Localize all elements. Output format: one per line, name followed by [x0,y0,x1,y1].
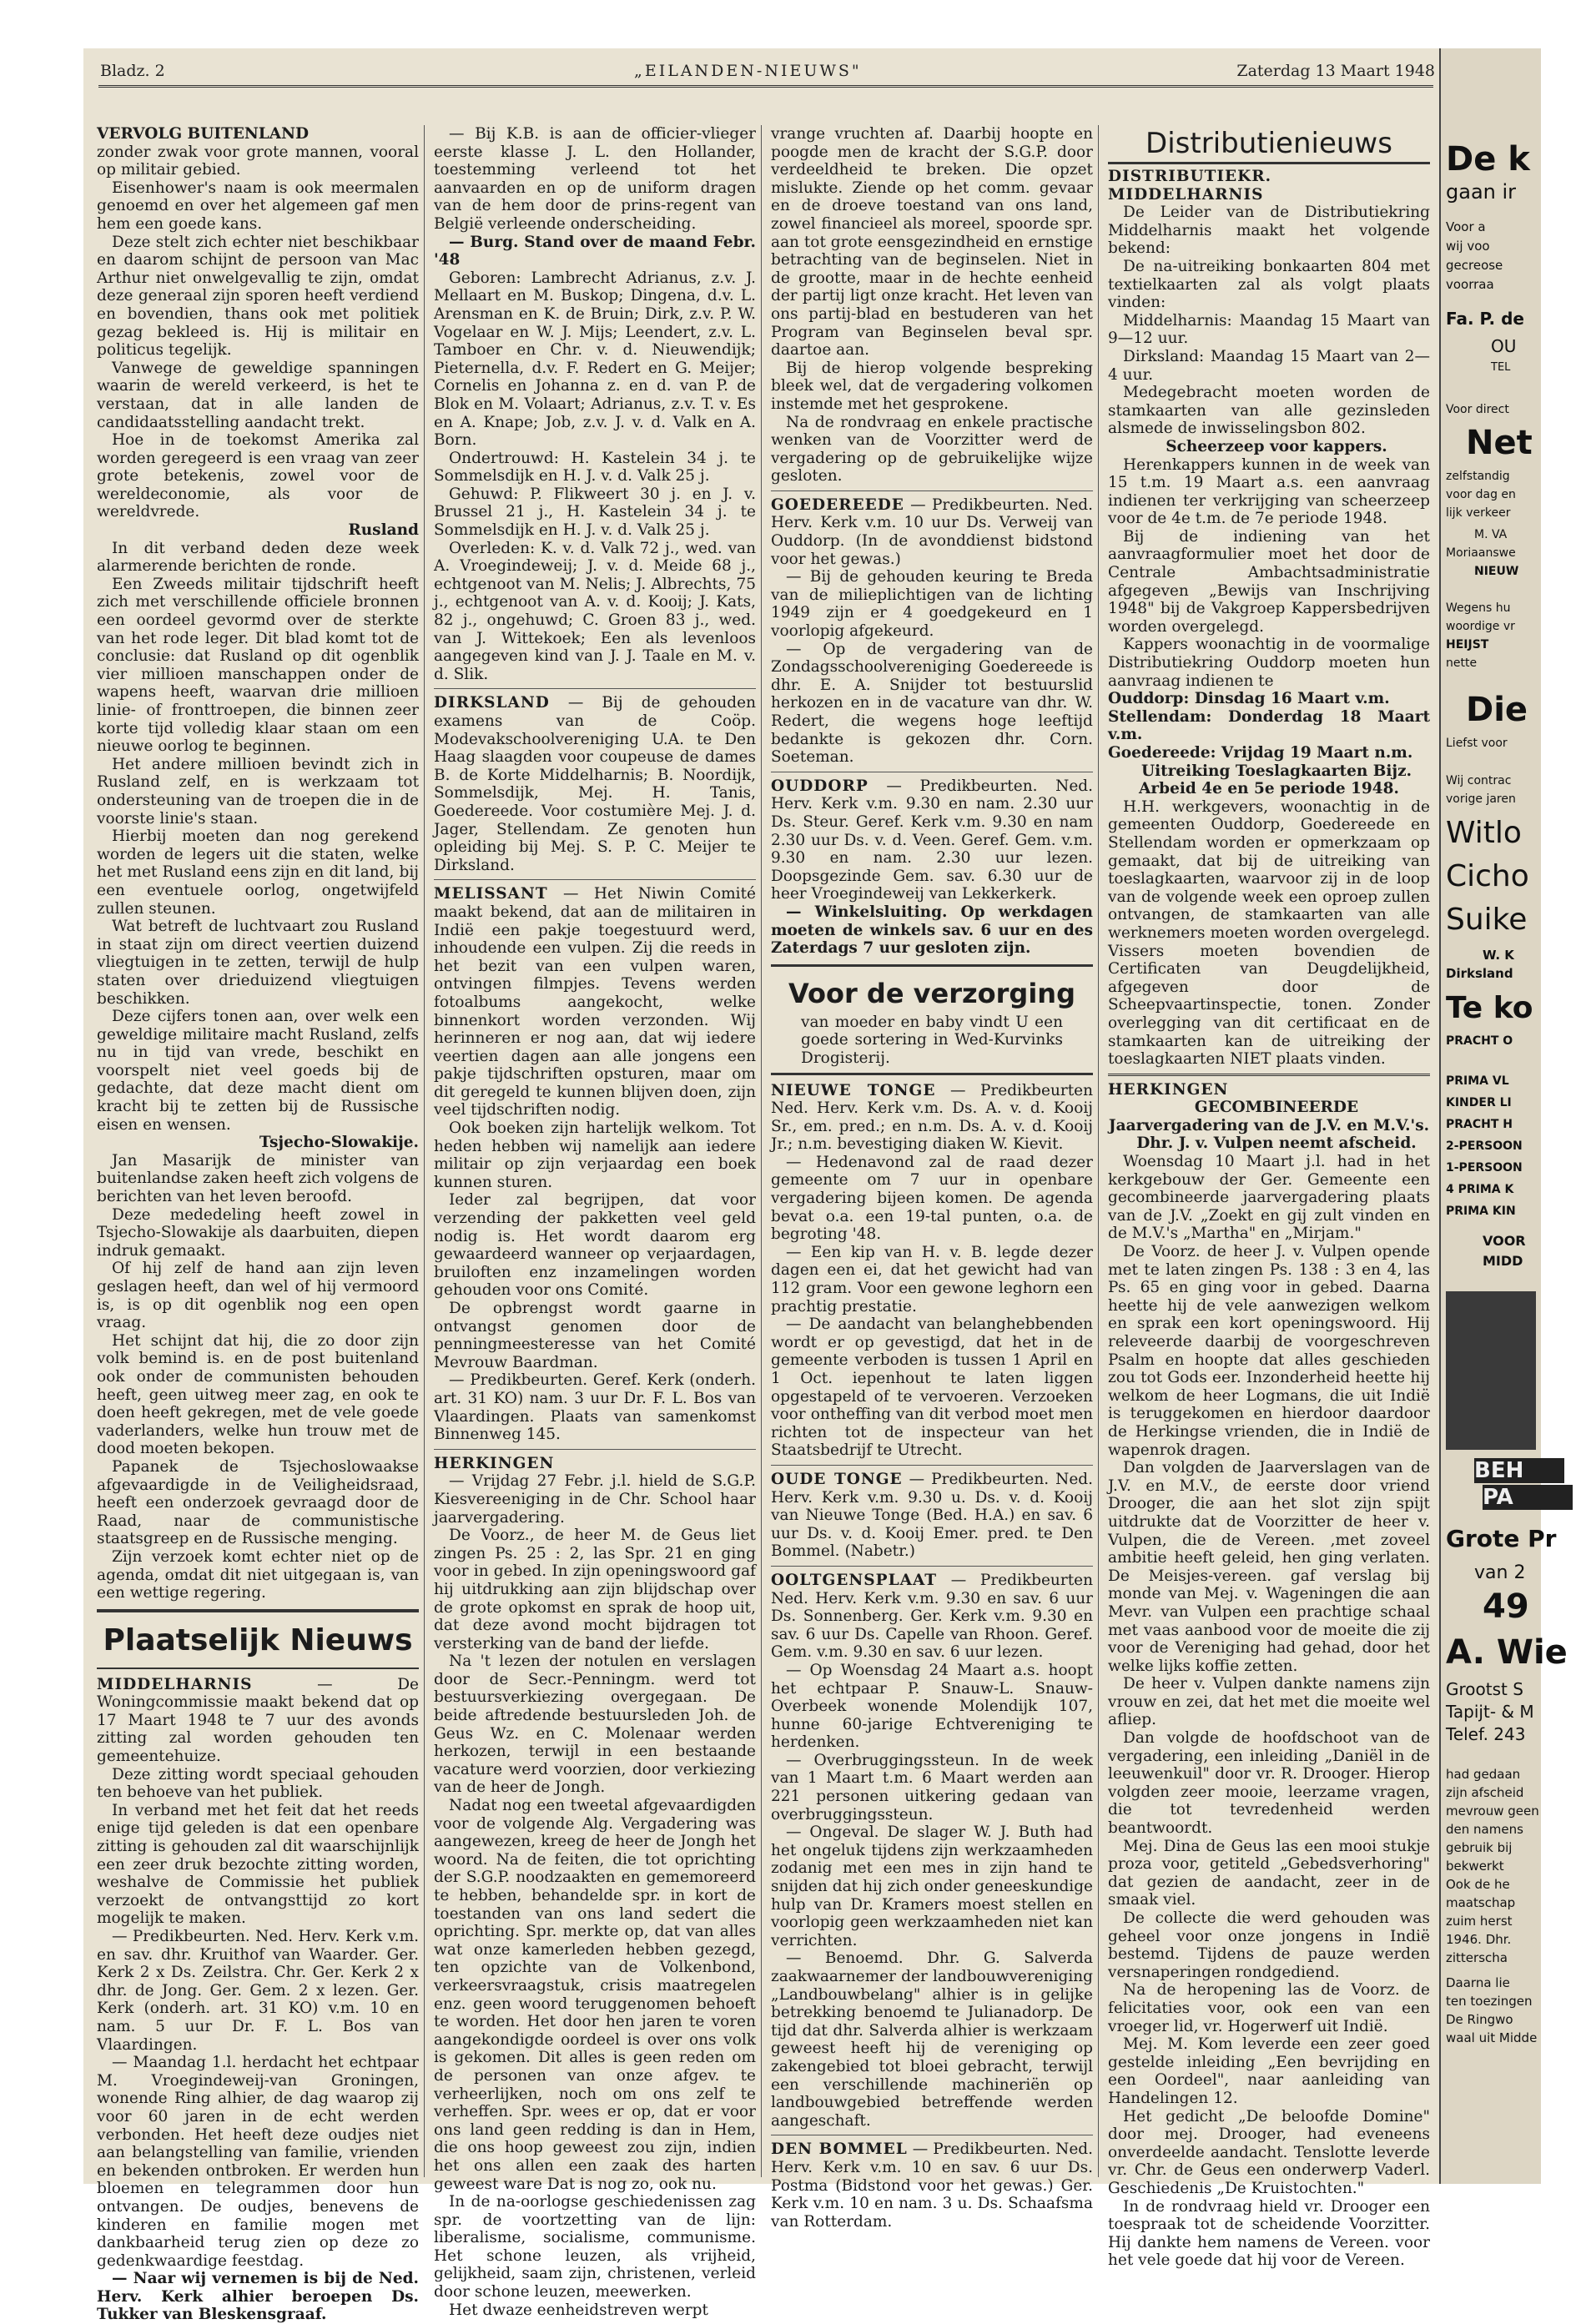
ad-fragment: zitterscha [1446,1950,1508,1965]
paragraph: In dit verband deden deze week alarmerende berichten de ronde. [97,539,419,576]
paragraph: Herenkappers kunnen in de week van 15 t.m. 19 Maart a.s. een aanvraag indienen ter verkrijging van scheerzeep voor de 4e t.m. de 7e periode 1948. [1108,455,1430,528]
paragraph: Het andere millioen bevindt zich in Rusland zelf, en is werkzaam tot ondersteuning van de troepen die in de voorste linie's staan. [97,755,419,827]
ad-fragment: Grootst S [1446,1679,1523,1699]
paragraph: Jan Masarijk de minister van buitenlandse zaken heeft zich volgens de berichten van het leven beroofd. [97,1151,419,1206]
paragraph: — Een kip van H. v. B. legde dezer dagen een ei, dat het gewicht had van 112 gram. Voor een gewone leghorn een prachtig prestatie. [771,1243,1093,1315]
paragraph: Deze zitting wordt speciaal gehouden ten behoeve van het publiek. [97,1765,419,1802]
paragraph: Deze mededeling heeft zowel in Tsjecho-Slowakije als daarbuiten, diepen indruk gemaakt. [97,1205,419,1260]
ad-fragment: De k [1446,140,1530,179]
divider [771,1465,1093,1466]
ad-fragment: gecreose [1446,258,1503,273]
subheading: Uitreiking Toeslagkaarten Bijz. Arbeid 4e en 5e periode 1948. [1139,762,1412,798]
ad-fragment: zelfstandig [1446,470,1510,483]
paragraph: — Naar wij vernemen is bij de Ned. Herv. Kerk alhier beroepen Ds. Tukker van Bleskensgraaf. [97,2270,419,2324]
paragraph: De na-uitreiking bonkaarten 804 met textielkaarten zal als volgt plaats vinden: [1108,257,1430,312]
place-heading: HERKINGEN [434,1454,555,1472]
paragraph: — Ongeval. De slager W. J. Buth had het ongeluk tijdens zijn werkzaamheden zodanig met een mes in zijn hand te snijden dat hij zich onder geneeskundige hulp van Dr. Kramers moest stellen en voorlopig geen werkzaamheden niet kan verrichten. [771,1823,1093,1949]
adjacent-page-edge [1439,48,1568,2184]
ad-fragment: Ook de he [1446,1877,1510,1892]
ad-fragment: De Ringwo [1446,2012,1513,2027]
ad-fragment: waal uit Midde [1446,2030,1538,2045]
ad-fragment: van 2 [1474,1562,1526,1583]
paragraph: — Overbruggingssteun. In de week van 1 Maart t.m. 6 Maart werden aan 221 personen uitkering gedaan van overbruggingssteun. [771,1751,1093,1823]
ad-fragment: MIDD [1483,1253,1523,1269]
paragraph: — Predikbeurten. Ned. Herv. Kerk v.m. 10 en sav. 6 uur Ds. Postma (Bidstond voor het gewas.) Ger. Kerk v.m. 10 en nam. 3 u. Ds. Schaafsma van Rotterdam. [771,2140,1094,2231]
column-rule-2 [761,125,762,2177]
paragraph: — Benoemd. Dhr. G. Salverda zaakwaarnemer der landbouwvereniging „Landbouwbelang" alhier is in gelijke betrekking benoemd te Julianadorp. De tijd dat dhr. Salverda alhier is werkzaam geweest heeft hij de vereniging op zakengebied tot bloei gebracht, terwijl een verschillende machineriën op landbouwgebied betreffende werden aangeschaft. [771,1949,1093,2130]
paragraph: De opbrengst wordt gaarne in ontvangst genomen door de penningmeesteresse van het Comité Mevrouw Baardman. [434,1300,756,1371]
paragraph: — Predikbeurten Ned. Herv. Kerk v.m. Ds. A. v. d. Kooij Sr., em. pred.; en n.m. Ds. A. v. d. Kooij Jr.; n.m. bevestiging diaken W. Kievit. [771,1081,1094,1154]
ad-fragment: VOOR [1483,1233,1526,1249]
ad-fragment: 1946. Dhr. [1446,1932,1512,1947]
ad-fragment: Wij contrac [1446,774,1512,787]
divider [771,490,1093,491]
paragraph: — De Woningcommissie maakt bekend dat op 17 Maart 1948 te 7 uur des avonds zitting zal worden gehouden ten gemeentehuize. [97,1675,419,1766]
paragraph: Gehuwd: P. Flikweert 30 j. en J. v. Brussel 21 j., H. Kastelein 34 j. te Sommelsdijk en H. J. v. d. Valk 25 j. [434,485,756,540]
paragraph: Het schijnt dat hij, die zo door zijn volk bemind is. en de post buitenland ook onder de communisten behouden heeft, geen uitweg meer zag, en ook te doen heeft gekregen, met de vele goede vaderlanders, welke hun trouw met de dood moeten bekopen. [97,1331,419,1458]
paragraph: Papanek de Tsjechoslowaakse afgevaardigde in de Veiligheidsraad, heeft een onderzoek gevraagd door de Raad, naar de communistische staatsgreep en de Russische menging. [97,1457,419,1548]
paragraph: — Predikbeurten. Ned. Herv. Kerk v.m. 9.30 u. Ds. v. d. Kooij van Nieuwe Tonge (Bed. H.A.) en sav. 6 uur Ds. v. d. Kooij Emer. pred. te Den Bommel. (Nabetr.) [771,1470,1093,1561]
ad-fragment: W. K [1483,948,1514,963]
paragraph: Geboren: Lambrecht Adrianus, z.v. J. Mellaart en M. Buskop; Dingena, d.v. L. Arensman en K. de Bruin; Dirk, z.v. P. W. Vogelaar en W. J. Mijs; Leendert, z.v. L. Tamboer en Chr. v. d. Nieuwendijk; Pieternella, d.v. F. Redert en G. Meijer; Cornelis en Johanna z. en d. van P. de Blok en M. Volaart; Adrianus, z.v. T. v. Es en A. Knape; Job, z.v. J. v. d. Valk en A. Born. [434,269,756,450]
ad-fragment: Liefst voor [1446,737,1508,750]
ad-fragment: Die [1466,691,1528,729]
section-heading: VERVOLG BUITENLAND [97,125,310,143]
paragraph: — Winkelsluiting. Op werkdagen moeten de winkels sav. 6 uur en des Zaterdags 7 uur gesloten zijn. [771,903,1093,958]
column-2 [434,125,756,2319]
column-rule-1 [424,125,425,2177]
ad-fragment: Cicho [1446,859,1529,893]
paragraph: — Predikbeurten Ned. Herv. Kerk v.m. 9.30 en sav. 6 uur Ds. Sonnenberg. Ger. Kerk v.m. 9.30 en sav. 6 uur Ds. Capelle van Rhoon. Geref. Gem. v.m. 9.30 en sav. 6 uur lezen. [771,1571,1093,1662]
ad-fragment: 49 [1483,1587,1529,1626]
ad-fragment: den namens [1446,1822,1523,1837]
ad-fragment: ten toezingen [1446,1994,1533,2009]
paragraph: Ondertrouwd: H. Kastelein 34 j. te Sommelsdijk en H. J. v. d. Valk 25 j. [434,449,756,485]
subheading: Rusland [348,521,419,540]
place-heading: NIEUWE TONGE [771,1081,936,1099]
subheading: Dhr. J. v. Vulpen neemt afscheid. [1136,1134,1417,1153]
paragraph: Zijn verzoek komt echter niet op de agenda, omdat dit niet uitgegaan is, van een wettige regering. [97,1547,419,1602]
place-heading: DIRKSLAND [434,694,550,712]
paragraph: Dan volgde de hoofdschoot van de vergadering, een inleiding „Daniël in de leeuwenkuil" door vr. R. Drooger. Hierop volgden zeer mooie, leerzame vragen, die tot tevredenheid werden beantwoordt. [1108,1729,1430,1838]
paragraph: Na 't lezen der notulen en verslagen door de Secr.-Penningm. werd tot bestuursverkiezing overgegaan. De beide aftredende bestuursleden Joh. de Geus Wz. en C. Molenaar werden herkozen, terwijl in een bestaande vacature werd voorzien, door verkiezing van de heer de Jongh. [434,1652,756,1797]
subheading: Tsjecho-Slowakije. [259,1134,419,1152]
ad-fragment: Telef. 243 [1446,1724,1526,1744]
paragraph: Vanwege de geweldige spanningen waarin de wereld verkeerd, is het te verstaan, dat in alle landen de candidaatsstelling aandacht trekt. [97,359,419,431]
paragraph: Ook boeken zijn hartelijk welkom. Tot heden hebben wij namelijk aan iedere militair op zijn verjaardag een boek kunnen sturen. [434,1119,756,1191]
ad-fragment: woordige vr [1446,620,1515,633]
ad-fragment: zijn afscheid [1446,1785,1524,1800]
page-date: Zaterdag 13 Maart 1948 [1236,62,1435,80]
ad-fragment: mevrouw geen [1446,1803,1539,1818]
ad-fragment: Voor a [1446,219,1486,234]
ad-fragment: maatschap [1446,1895,1516,1910]
paragraph: Na de rondvraag en enkele practische wenken van de Voorzitter werd de vergadering op de gebruikelijke wijze gesloten. [771,413,1093,485]
divider [1108,1074,1430,1076]
column-4 [1108,125,1430,2270]
ad-fragment: Te ko [1446,991,1533,1025]
paragraph: Ouddorp: Dinsdag 16 Maart v.m. [1108,690,1390,708]
paragraph: Het gedicht „De beloofde Domine" door mej. Drooger, had eveneens onverdeelde aandacht. Tenslotte leverde vr. Chr. de Geus een onderwerp Vaderl. Geschiedenis „De Kruistochten." [1108,2107,1430,2197]
place-heading: MIDDELHARNIS [97,1675,253,1693]
paragraph: — Het Niwin Comité maakt bekend, dat aan de militairen in Indië een pakje toegestuurd werd, inhoudende een vulpen. Zij die reeds in het bezit van een vulpen waren, ontvingen filmpjes. Tevens werden fotoalbums aangekocht, welke binnenkort worden verzonden. Wij herinneren er nog aan, dat wij iedere veertien dagen aan alle jongens een pakje tijdschriften opsturen, maar om dit geregeld te kunnen blijven doen, zijn veel tijdschriften nodig. [434,885,756,1119]
paragraph: In de na-oorlogse geschiedenissen zag spr. de voortzetting van de lijn: liberalisme, socialisme, communisme. Het schone leuzen, als vrijheid, gelijkheid, saam zijn, christenen, verleid door schone leuzen, meewerken. [434,2193,756,2301]
place-heading: OUDDORP [771,777,869,795]
paragraph: Dan volgden de Jaarverslagen van de J.V. en M.V., de eerste door vriend Drooger, die aan het slot zijn spijt uitdrukte dat de Voorzitter de heer v. Vulpen, die de Vereen. ,met zoveel ambitie heeft geleid, hen ging verlaten. De Meisjes-vereen. gaf verslag bij monde van Mej. v. Wageningen die aan Mevr. van Vulpen een prachtige schaal met vaas aanbood voor de moeite die zij voor de Vereniging had gehad, door het welke lijks koffie zetten. [1108,1459,1430,1675]
divider [434,879,756,880]
paragraph: zonder zwak voor grote mannen, vooral op militair gebied. [97,143,419,179]
paragraph: — Predikbeurten. Geref. Kerk (onderh. art. 31 KO) nam. 3 uur Dr. F. L. Bos van Vlaardingen. Plaats van samenkomst Binnenweg 145. [434,1371,756,1444]
paragraph: — Bij de gehouden keuring te Breda van de milieplichtigen van de lichting 1949 zijn er 4 goedgekeurd en 1 voorlopig afgekeurd. [771,568,1093,641]
section-banner-title: Plaatselijk Nieuws [103,1622,413,1657]
paragraph: Goedereede: Vrijdag 19 Maart n.m. [1108,744,1413,762]
section-banner [97,1609,419,1669]
ad-fragment: voor dag en [1446,488,1516,501]
advertisement [771,964,1093,1075]
ad-fragment: Fa. P. de [1446,309,1524,329]
paragraph: — Predikbeurten. Ned. Herv. Kerk v.m. 9.30 en nam. 2.30 uur Ds. Steur. Geref. Kerk v.m. 9.30 en nam 2.30 uur Ds. v. d. Veen. Geref. Gem. v.m. 9.30 en nam. 2.30 uur lezen. Doopsgezinde Gem. sav. 6.30 uur de heer Vroegindeweij van Lekkerkerk. [771,777,1093,903]
ad-fragment: PA [1483,1485,1573,1510]
place-heading: GOEDEREEDE [771,495,904,514]
ad-fragment: NIEUW [1474,565,1519,578]
paragraph: De Voorz., de heer M. de Geus liet zingen Ps. 25 : 2, las Spr. 21 en ging voor in gebed. In zijn openingswoord gaf hij uitdrukking aan zijn blijdschap over de grote opkomst en sprak de hoop uit, dat deze avond mocht bijdragen tot versterking van de band der liefde. [434,1527,756,1652]
paragraph: — Hedenavond zal de raad dezer gemeente om 7 uur in openbare vergadering bijeen komen. De agenda bevat o.a. een 19-tal punten, o.a. de begroting '48. [771,1153,1093,1244]
ad-fragment: Wegens hu [1446,601,1511,615]
ad-fragment: TEL [1491,361,1511,374]
paragraph: De collecte die werd gehouden was geheel voor onze jongens in Indië bestemd. Tijdens de pauze werden versnaperingen rondgediend. [1108,1909,1430,1981]
ad-fragment: M. VA [1474,528,1508,541]
ad-fragment: BEH [1474,1458,1564,1483]
place-heading: HERKINGEN [1108,1080,1229,1099]
ad-fragment: had gedaan [1446,1767,1521,1782]
section-title: Distributienieuws [1108,125,1430,164]
ad-fragment: wij voo [1446,239,1490,254]
paragraph: — Predikbeurten. Ned. Herv. Kerk v.m. 10 uur Ds. Verweij van Ouddorp. (In de avonddienst bidstond voor het gewas.) [771,495,1093,568]
paragraph: Eisenhower's naam is ook meermalen genoemd en over het algemeen gaf men hem een goede kans. [97,179,419,233]
paragraph: Deze cijfers tonen aan, over welk een geweldige militaire macht Rusland, zelfs nu in tijd van vrede, beschikt en voorspelt niet veel goeds bij de gedachte, dat deze macht dient om kracht bij te zetten bij de Russische eisen en wensen. [97,1008,419,1134]
ad-fragment: nette [1446,656,1478,670]
column-1 [97,125,419,2324]
ad-fragment: OU [1491,336,1517,356]
advertisement-text: van moeder en baby vindt U een goede sortering in Wed-Kurvinks Drogisterij. [801,1013,1063,1067]
place-heading: OUDE TONGE [771,1470,903,1488]
paragraph: De Voorz. de heer J. v. Vulpen opende met te laten zingen Ps. 138 : 3 en 4, las Ps. 65 en ging voor in gebed. Daarna heette hij de vele aanwezigen welkom en sprak een kort openingswoord. Hij releveerde daarbij de voorgeschreven Psalm en hoopte dat alles geschieden zou tot Gods eer. Inzonderheid heette hij welkom de heer Logmans, die uit Indië is teruggekomen en hierdoor daardoor de Herkingse vrienden, die in Indië de wapenrok dragen. [1108,1243,1430,1459]
paragraph: Ieder zal begrijpen, dat voor verzending der pakketten veel geld nodig is. Het wordt daarom erg gewaardeerd wanneer op verjaardagen, bruiloften enz inzamelingen worden gehouden voor ons Comité. [434,1191,756,1300]
ad-fragment: zuim herst [1446,1914,1513,1929]
ad-fragment: bekwerkt [1446,1859,1504,1874]
ad-fragment: PRIMA KIN [1446,1205,1516,1218]
paragraph: Kappers woonachtig in de voormalige Distributiekring Ouddorp moeten hun aanvraag indienen te [1108,636,1430,690]
ad-fragment: PRIMA VL [1446,1074,1509,1088]
paragraph: Een Zweeds militair tijdschrift heeft zich met verschillende officiele bronnen een oordeel gevormd over de sterkte van het rode leger. Dit blad komt tot de conclusie: dat Rusland op dit ogenblik vier millioen manschappen onder de wapens heeft, waarvan drie millioen linie- of fronttroepen, die binnen zeer korte tijd volledig klaar staan om een nieuwe oorlog te beginnen. [97,575,419,756]
paragraph: Dirksland: Maandag 15 Maart van 2—4 uur. [1108,347,1430,384]
paragraph: Hoe in de toekomst Amerika zal worden geregeerd is een vraag van zeer grote betekenis, zowel voor de wereldeconomie, als voor de wereldvrede. [97,431,419,521]
ad-fragment: Witlo [1446,816,1522,850]
column-rule-3 [1098,125,1099,2177]
newspaper-page [83,48,1439,2324]
paragraph: Wat betreft de luchtvaart zou Rusland in staat zijn om direct veertien duizend vliegtuigen in te zetten, terwijl de hulp staten over drieduizend vliegtuigen beschikken. [97,918,419,1008]
ad-fragment: Grote Pr [1446,1525,1557,1552]
ad-fragment: 1-PERSOON [1446,1161,1523,1175]
ad-fragment: PRACHT O [1446,1034,1513,1048]
ad-fragment: Net [1466,424,1533,462]
paragraph: Hierbij moeten dan nog gerekend worden de legers uit die staten, welke het met Rusland eens zijn en dit land, bij een eventuele oorlog, ongetwijfeld zullen steunen. [97,827,419,918]
ad-fragment: vorige jaren [1446,792,1516,806]
paragraph: Stellendam: Donderdag 18 Maart v.m. [1108,707,1430,744]
ad-fragment: KINDER LI [1446,1096,1512,1109]
header-rule [98,85,1433,88]
paragraph: — Predikbeurten. Ned. Herv. Kerk v.m. en sav. dhr. Kruithof van Waarder. Ger. Kerk 2 x Ds. Zeilstra. Chr. Ger. Kerk 2 x dhr. de Jong. Ger. Gem. 2 x lezen. Ger. Kerk (onderh. art. 31 KO) v.m. 10 en nam. 5 uur Dr. F. L. Bos van Vlaardingen. [97,1928,419,2054]
page-header [100,58,1435,83]
ad-fragment: gebruik bij [1446,1840,1513,1855]
paragraph: Overleden: K. v. d. Valk 72 j., wed. van A. Vroegindeweij; J. v. d. Meide 68 j., echtgenoot van M. Nelis; J. Albrechts, 75 j., echtgenoot van A. v. d. Kooij; J. Kats, 82 j., ongehuwd; C. Groen 83 j., wed. van J. Wittekoek; Een als levenloos aangegeven kind van J. J. Taale en M. v. d. Slik. [434,539,756,683]
paragraph: Bij de hierop volgende bespreking bleek wel, dat de vergadering volkomen instemde met het gesprokene. [771,359,1093,413]
paragraph: — Op de vergadering van de Zondagsschoolvereniging Goedereede is dhr. E. A. Snijder tot bestuurslid herkozen en in de vacature van dhr. W. Redert, die wegens hoge leeftijd bedankte is gekozen dhr. Corn. Soeteman. [771,640,1093,767]
ad-fragment: Daarna lie [1446,1975,1510,1990]
column-3 [771,125,1094,2231]
ad-fragment: A. Wie [1446,1633,1568,1672]
paragraph: Het dwaze eenheidstreven werpt [449,2301,708,2319]
ad-fragment: PRACHT H [1446,1118,1513,1131]
subheading: Scheerzeep voor kappers. [1166,437,1387,455]
paragraph: Deze stelt zich echter niet beschikbaar en daarom schijnt de persoon van Mac Arthur niet onwelgevallig te zijn, omdat deze generaal zijn sporen heeft verdiend en bovendien, thans ook met politiek gezag bekleed is. Hij is militair en politicus tegelijk. [97,233,419,360]
paragraph: Nadat nog een tweetal afgevaardigden voor de volgende Alg. Vergadering was aangewezen, kreeg de heer de Jongh het woord. Na de feiten, die tot oprichting der S.G.P. noodzaakten en gememoreerd te hebben, behandelde spr. in kort de toestanden van ons land sedert die oprichting. Spr. merkte op, dat van alles wat onze kamerleden hebben gezegd, ten opzichte van de Volkenbond, verkeersvraagstuk, crisis maatregelen enz. geen woord teruggenomen behoeft te worden. Het door hen jaren te voren aangekondigde oordeel is over ons volk is gekomen. Dit alles is geen reden om de personen van onze afgev. te verheerlijken, noch om ons zelf te verheffen. Spr. wees er op, dat er voor ons land geen redding is dan in Hem, die ons hoop geweest zou zijn, indien het ons allen een zaak des harten geweest ware Dat is nog zo, ook nu. [434,1797,756,2193]
page-number: Bladz. 2 [100,62,165,80]
ad-fragment: 2-PERSOON [1446,1139,1523,1153]
paragraph: Na de heropening las de Voorz. de felicitaties voor, ook een van een vroeger lid, vr. Hogerwerf uit Indië. [1108,1981,1430,2035]
ad-fragment: Voor direct [1446,403,1509,416]
paragraph: In de rondvraag hield vr. Drooger een toespraak tot de scheidende Voorzitter. Hij dankte hem namens de Vereen. voor het vele goede dat hij voor de Vereen. [1108,2197,1430,2270]
ad-fragment: Dirksland [1446,966,1513,981]
ad-fragment: voorraa [1446,277,1494,292]
paragraph: — De aandacht van belanghebbenden wordt er op gevestigd, dat het in de gemeente verboden is tussen 1 April en 1 Oct. iepenhout te laten liggen opgestapeld of te vervoeren. Verzoeken voor ontheffing van dit verbod moet men richten tot de inspecteur van het Staatsbedrijf te Utrecht. [771,1315,1093,1460]
place-heading: DEN BOMMEL [771,2140,908,2159]
paragraph: In verband met het feit dat het reeds enige tijd geleden is dat een openbare zitting is gehouden zal dit waarschijnlijk een zeer druk bezochte zitting worden, weshalve de Commissie het publiek verzoekt de ontvangsttijd zo kort mogelijk te maken. [97,1801,419,1928]
ad-fragment: Suike [1446,903,1528,937]
paragraph: H.H. werkgevers, woonachtig in de gemeenten Ouddorp, Goedereede en Stellendam worden er opmerkzaam op gemaakt, dat bij de uitreiking van toeslagkaarten, waarvoor zij in de loop van de volgende week een oproep zullen ontvangen, de stamkaarten van alle werknemers moeten worden overgelegd. Vissers moeten bovendien de Certificaten van Deugdelijkheid, afgegeven door de Scheepvaartinspectie, tonen. Zonder overlegging van dit certificaat en de stamkaarten kan de uitreiking der toeslagkaarten NIET plaats vinden. [1108,797,1430,1069]
paragraph: Bij de indiening van het aanvraagformulier moet het door de Centrale Ambachtsadministratie afgegeven „Bewijs van Inschrijving 1948" bij de Vakgroep Kappersbedrijven worden overgelegd. [1108,527,1430,636]
divider [434,688,756,689]
paragraph: De heer v. Vulpen dankte namens zijn vrouw en zei, dat het met die moeite wel afliep. [1108,1675,1430,1729]
masthead-title: „EILANDEN-NIEUWS" [634,62,862,80]
paragraph: Mej. M. Kom leverde een zeer goed gestelde inleiding „Een bevrijding en een Oordeel", naar aanleiding van Handelingen 12. [1108,2035,1430,2107]
divider [771,1566,1093,1567]
place-heading: OOLTGENSPLAAT [771,1571,938,1589]
paragraph: — Bij K.B. is aan de officier-vlieger eerste klasse J. L. den Hollander, toestemming verleend tot het aanvaarden en op de uniform dragen van de hem door de prins-regent van België verleende onderscheiding. [434,125,756,233]
ad-image [1446,1291,1536,1450]
paragraph: — Bij de gehouden examens van de Coöp. Modevakschoolvereniging U.A. te Den Haag slaagden voor coupeuse de dames B. de Korte Middelharnis; B. Noordijk, Sommelsdijk, Mej. H. Tanis, Goedereede. Voor costumière Mej. J. d. Jager, Stellendam. Ze genoten hun opleiding bij Mej. S. P. C. Meijer te Dirksland. [434,694,756,874]
place-heading: MELISSANT [434,885,548,903]
subheading: — Burg. Stand over de maand Febr. '48 [434,233,756,269]
paragraph: — Op Woensdag 24 Maart a.s. hoopt het echtpaar P. Snauw-L. Snauw-Overbeek wonende Molendijk 107, hunne 60-jarige Echtvereniging te herdenken. [771,1661,1093,1752]
ad-fragment: Moriaanswe [1446,546,1516,560]
paragraph: Woensdag 10 Maart j.l. had in het kerkgebouw der Ger. Gemeente een gecombineerde jaarvergadering plaats van de J.V. „Zoekt en gij zult vinden en de M.V.'s „Martha" en „Mirjam." [1108,1153,1430,1243]
place-heading: DISTRIBUTIEKR. MIDDELHARNIS [1108,168,1272,204]
paragraph: Of hij zelf de hand aan zijn leven geslagen heeft, dan wel of hij vermoord is, is op dit ogenblik nog een open vraag. [97,1260,419,1332]
divider [434,1449,756,1450]
ad-fragment: gaan ir [1446,180,1517,204]
paragraph: vrange vruchten af. Daarbij hoopte en poogde men de kracht der S.G.P. door verdeeldheid te breken. Die opzet mislukte. Ziende op het comm. gevaar en de droeve toestand van ons land, zowel financieel als moreel, spoorde spr. aan tot grote eensgezindheid en ernstige betrachting van de beginselen. Niet in de grootte, maar in de hechte eenheid der partij ligt onze kracht. Het leven van ons partij-blad en bestuderen van het Program van Beginselen beval spr. daartoe aan. [771,125,1093,360]
paragraph: — Maandag 1.l. herdacht het echtpaar M. Vroegindeweij-van Groningen, wonende Ring alhier, de dag waarop zij voor 60 jaren in de echt werden verbonden. Het heeft deze oudjes niet aan belangstelling van familie, vrienden en bekenden ontbroken. Er werden hun bloemen en telegrammen door hun ontvangen. De oudjes, benevens de kinderen en familie mogen met dankbaarheid terug zien op deze zo gedenkwaardige feestdag. [97,2054,419,2270]
paragraph: Medegebracht moeten worden de stamkaarten van alle gezinsleden alsmede de inwisselingsbon 802. [1108,384,1430,438]
paragraph: De Leider van de Distributiekring Middelharnis maakt het volgende bekend: [1108,204,1430,258]
ad-fragment: 4 PRIMA K [1446,1183,1514,1196]
advertisement-title: Voor de verzorging [788,977,1075,1009]
paragraph: Middelharnis: Maandag 15 Maart van 9—12 uur. [1108,311,1430,348]
subheading: GECOMBINEERDE Jaarvergadering van de J.V. en M.V.'s. [1108,1099,1430,1134]
ad-fragment: Tapijt- & M [1446,1702,1534,1722]
ad-fragment: HEIJST [1446,638,1489,651]
paragraph: — Vrijdag 27 Febr. j.l. hield de S.G.P. Kiesvereeniging in de Chr. School haar jaarvergadering. [434,1472,756,1527]
paragraph: Mej. Dina de Geus las een mooi stukje proza voor, getiteld „Gebedsverhoring" dat gezien de aandacht, zeer in de smaak viel. [1108,1837,1430,1909]
ad-fragment: lijk verkeer [1446,506,1511,520]
